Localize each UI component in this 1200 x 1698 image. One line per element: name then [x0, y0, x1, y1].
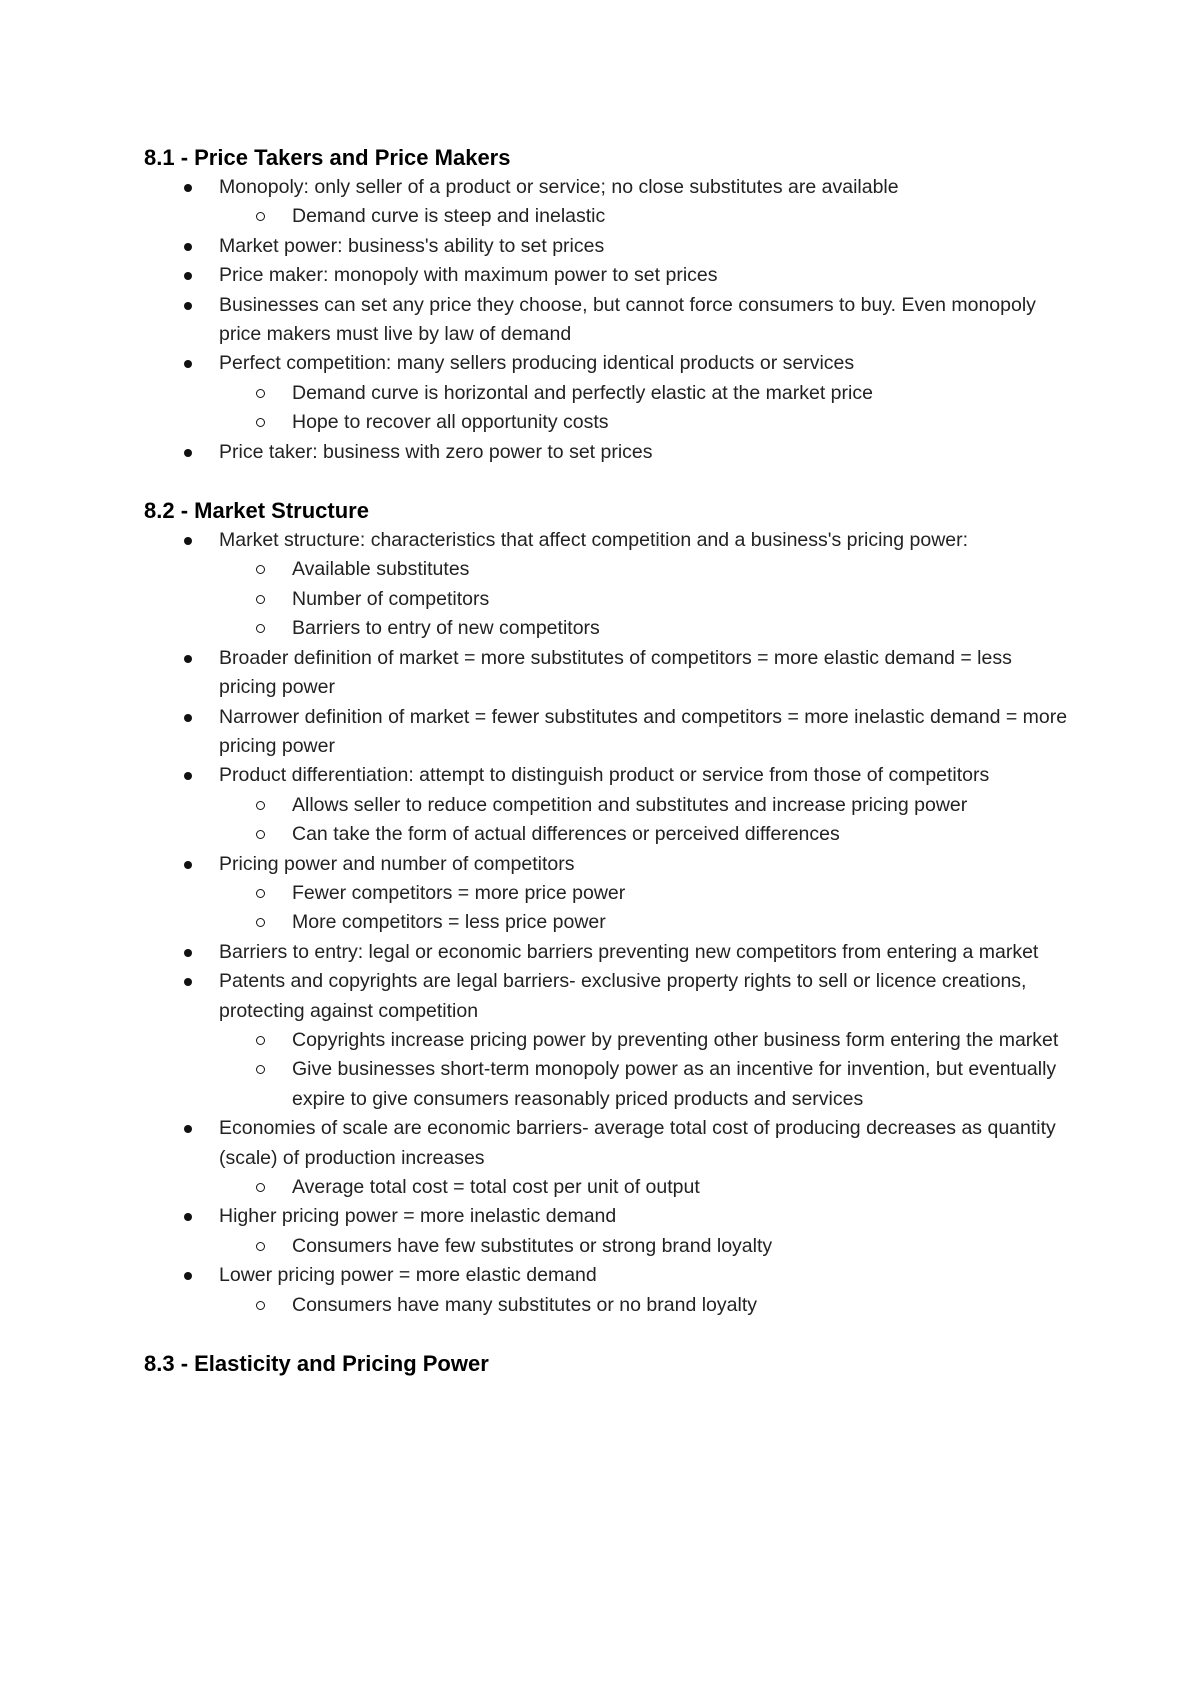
- filled-bullet-icon: [184, 184, 192, 192]
- hollow-bullet-icon: [256, 889, 265, 898]
- filled-bullet-icon: [184, 772, 192, 780]
- list-item-text: Lower pricing power = more elastic demand: [219, 1264, 597, 1287]
- sub-list-item: [219, 879, 1074, 908]
- sub-list-item-text: Demand curve is horizontal and perfectly elastic at the market price: [292, 381, 873, 404]
- sub-bullet-list: [219, 879, 1074, 938]
- list-item: [144, 850, 1074, 938]
- filled-bullet-icon: [184, 1272, 192, 1280]
- section: [144, 143, 1074, 467]
- hollow-bullet-icon: [256, 418, 265, 427]
- list-item-text: Businesses can set any price they choose, but cannot force consumers to buy. Even monopoly price makers must live by law of demand: [219, 293, 1036, 346]
- sub-bullet-list: [219, 1232, 1074, 1261]
- sub-list-item-text: Consumers have few substitutes or strong brand loyalty: [292, 1234, 773, 1257]
- filled-bullet-icon: [184, 655, 192, 663]
- sub-list-item-text: Number of competitors: [292, 587, 490, 610]
- filled-bullet-icon: [184, 861, 192, 869]
- filled-bullet-icon: [184, 714, 192, 722]
- filled-bullet-icon: [184, 1125, 192, 1133]
- bullet-list: [144, 173, 1074, 467]
- sub-list-item: [219, 379, 1074, 408]
- filled-bullet-icon: [184, 978, 192, 986]
- filled-bullet-icon: [184, 360, 192, 368]
- list-item: [144, 261, 1074, 290]
- list-item-text: Economies of scale are economic barriers- average total cost of producing decreases as quantity (scale) of production increases: [219, 1117, 1056, 1169]
- list-item-text: Narrower definition of market = fewer substitutes and competitors = more inelastic demand = more pricing power: [219, 705, 1068, 757]
- list-item-text: Perfect competition: many sellers producing identical products or services: [219, 352, 855, 375]
- hollow-bullet-icon: [256, 389, 265, 398]
- sub-list-item-text: Barriers to entry of new competitors: [292, 617, 600, 640]
- sub-list-item-text: Demand curve is steep and inelastic: [292, 205, 606, 228]
- list-item: [144, 438, 1074, 467]
- sub-list-item-text: Average total cost = total cost per unit of output: [292, 1176, 700, 1198]
- filled-bullet-icon: [184, 272, 192, 280]
- list-item: [144, 1114, 1074, 1202]
- list-item: [144, 703, 1074, 762]
- list-item-text: Barriers to entry: legal or economic barriers preventing new competitors from entering a market: [219, 940, 1039, 963]
- list-item-text: Patents and copyrights are legal barriers- exclusive property rights to sell or licence creations, protecting against competition: [219, 970, 1027, 1022]
- list-item: [144, 644, 1074, 703]
- sub-list-item-text: Hope to recover all opportunity costs: [292, 411, 609, 434]
- list-item-text: Pricing power and number of competitors: [219, 852, 575, 875]
- list-item-text: Price taker: business with zero power to set prices: [219, 440, 653, 463]
- sub-list-item-text: Consumers have many substitutes or no brand loyalty: [292, 1293, 757, 1316]
- filled-bullet-icon: [184, 302, 192, 310]
- sub-bullet-list: [219, 791, 1074, 850]
- list-item: [144, 173, 1074, 232]
- list-item: [144, 967, 1074, 1114]
- hollow-bullet-icon: [256, 830, 265, 839]
- list-item: [144, 1261, 1074, 1320]
- sub-bullet-list: [219, 202, 1074, 231]
- sub-bullet-list: [219, 555, 1074, 643]
- list-item-text: Broader definition of market = more substitutes of competitors = more elastic demand = less pricing power: [219, 646, 1012, 699]
- list-item-text: Higher pricing power = more inelastic demand: [219, 1205, 617, 1228]
- hollow-bullet-icon: [256, 801, 265, 810]
- sub-list-item: [219, 908, 1074, 937]
- list-item-text: Monopoly: only seller of a product or service; no close substitutes are available: [219, 176, 899, 198]
- sub-list-item: [219, 820, 1074, 849]
- filled-bullet-icon: [184, 449, 192, 457]
- hollow-bullet-icon: [256, 1065, 265, 1074]
- sub-list-item-text: More competitors = less price power: [292, 911, 606, 934]
- bullet-list: [144, 526, 1074, 1320]
- sub-list-item-text: Allows seller to reduce competition and substitutes and increase pricing power: [292, 793, 968, 816]
- sub-list-item: [219, 614, 1074, 643]
- filled-bullet-icon: [184, 949, 192, 957]
- sub-list-item: [219, 585, 1074, 614]
- sub-list-item-text: Can take the form of actual differences or perceived differences: [292, 823, 840, 846]
- list-item: [144, 232, 1074, 261]
- sub-list-item: [219, 1055, 1074, 1114]
- list-item: [144, 1202, 1074, 1261]
- list-item: [144, 938, 1074, 967]
- hollow-bullet-icon: [256, 918, 265, 927]
- filled-bullet-icon: [184, 243, 192, 251]
- section-heading: 8.3 - Elasticity and Pricing Power: [144, 1351, 489, 1377]
- sub-bullet-list: [219, 1291, 1074, 1320]
- hollow-bullet-icon: [256, 1301, 265, 1310]
- list-item: [144, 526, 1074, 644]
- section-heading: 8.1 - Price Takers and Price Makers: [144, 145, 511, 170]
- hollow-bullet-icon: [256, 595, 265, 604]
- document-content: [144, 143, 1074, 1379]
- sub-list-item-text: Give businesses short-term monopoly power as an incentive for invention, but eventually expire to give consumers reasonably priced products and services: [292, 1058, 1057, 1110]
- sub-list-item: [219, 1173, 1074, 1202]
- sub-list-item: [219, 408, 1074, 437]
- sub-list-item: [219, 202, 1074, 231]
- section: [144, 1349, 1074, 1379]
- sub-bullet-list: [219, 1026, 1074, 1114]
- list-item: [144, 349, 1074, 437]
- list-item: [144, 291, 1074, 350]
- list-item-text: Price maker: monopoly with maximum power to set prices: [219, 264, 718, 287]
- filled-bullet-icon: [184, 537, 192, 545]
- sub-list-item-text: Copyrights increase pricing power by preventing other business form entering the market: [292, 1028, 1059, 1051]
- sub-list-item-text: Fewer competitors = more price power: [292, 881, 626, 904]
- sub-list-item-text: Available substitutes: [292, 558, 470, 581]
- hollow-bullet-icon: [256, 1242, 265, 1251]
- list-item-text: Market structure: characteristics that affect competition and a business's pricing power:: [219, 529, 969, 552]
- sub-bullet-list: [219, 379, 1074, 438]
- sub-list-item: [219, 555, 1074, 584]
- filled-bullet-icon: [184, 1213, 192, 1221]
- sub-list-item: [219, 1232, 1074, 1261]
- sub-bullet-list: [219, 1173, 1074, 1202]
- hollow-bullet-icon: [256, 624, 265, 633]
- hollow-bullet-icon: [256, 565, 265, 574]
- hollow-bullet-icon: [256, 212, 265, 221]
- list-item: [144, 761, 1074, 849]
- hollow-bullet-icon: [256, 1036, 265, 1045]
- section: [144, 496, 1074, 1320]
- list-item-text: Market power: business's ability to set prices: [219, 234, 605, 257]
- sub-list-item: [219, 1291, 1074, 1320]
- hollow-bullet-icon: [256, 1183, 265, 1192]
- list-item-text: Product differentiation: attempt to distinguish product or service from those of competitors: [219, 764, 990, 787]
- sub-list-item: [219, 791, 1074, 820]
- sub-list-item: [219, 1026, 1074, 1055]
- section-heading: 8.2 - Market Structure: [144, 498, 369, 524]
